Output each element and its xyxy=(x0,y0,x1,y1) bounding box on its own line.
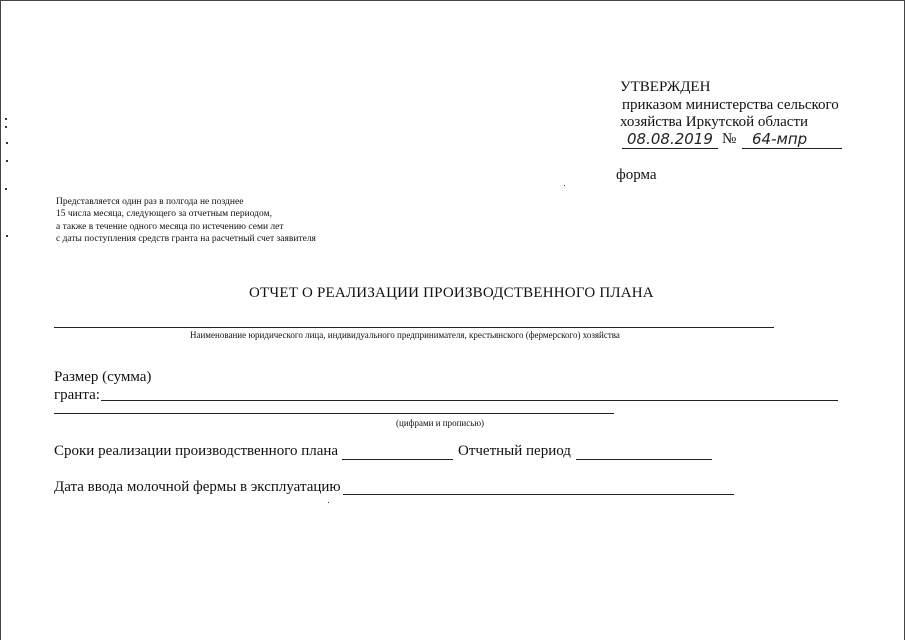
commissioning-date-field[interactable] xyxy=(343,494,734,495)
scan-mark xyxy=(5,126,7,128)
scan-mark xyxy=(564,185,565,186)
approval-order-line: приказом министерства сельского xyxy=(622,97,839,113)
grant-amount-caption: (цифрами и прописью) xyxy=(396,418,485,428)
plan-terms-label: Сроки реализации производственного плана xyxy=(54,443,339,459)
grant-amount-label-2: гранта: xyxy=(54,387,100,403)
page-border-top xyxy=(0,0,905,1)
commissioning-date-label: Дата ввода молочной фермы в эксплуатацию xyxy=(54,479,341,495)
approval-date-handwritten: 08.08.2019 xyxy=(627,130,713,148)
approval-number-handwritten: 64-мпр xyxy=(752,130,808,148)
plan-terms-field[interactable] xyxy=(342,459,453,460)
approval-date-underline xyxy=(622,148,718,149)
submission-note-line-2: 15 числа месяца, следующего за отчетным периодом, xyxy=(56,209,272,219)
approval-ministry-line: хозяйства Иркутской области xyxy=(620,114,809,130)
approval-number-sign: № xyxy=(722,131,737,147)
grant-amount-field[interactable] xyxy=(101,400,838,401)
reporting-period-label: Отчетный период xyxy=(458,443,571,459)
page-border-left xyxy=(0,0,1,640)
scan-mark xyxy=(6,235,8,237)
grant-amount-label: Размер (сумма) xyxy=(54,369,152,385)
scan-mark xyxy=(6,160,8,162)
submission-note-line-3: а также в течение одного месяца по истечению семи лет xyxy=(56,222,284,232)
approved-heading: УТВЕРЖДЕН xyxy=(620,79,711,95)
form-label: форма xyxy=(616,167,657,183)
entity-name-field[interactable] xyxy=(54,327,774,328)
scan-mark xyxy=(328,502,329,503)
report-title: ОТЧЕТ О РЕАЛИЗАЦИИ ПРОИЗВОДСТВЕННОГО ПЛАНА xyxy=(249,285,654,301)
submission-note-line-1: Представляется один раз в полгода не позднее xyxy=(56,197,244,207)
approval-number-underline xyxy=(742,148,842,149)
entity-name-caption: Наименование юридического лица, индивидуального предпринимателя, крестьянского (фермерского) хозяйства xyxy=(190,330,620,340)
scan-mark xyxy=(6,142,8,144)
reporting-period-field[interactable] xyxy=(576,459,712,460)
grant-amount-field-line-2[interactable] xyxy=(54,413,614,414)
scan-mark xyxy=(5,188,7,190)
scan-mark xyxy=(5,118,7,120)
submission-note-line-4: с даты поступления средств гранта на расчетный счет заявителя xyxy=(56,234,316,244)
